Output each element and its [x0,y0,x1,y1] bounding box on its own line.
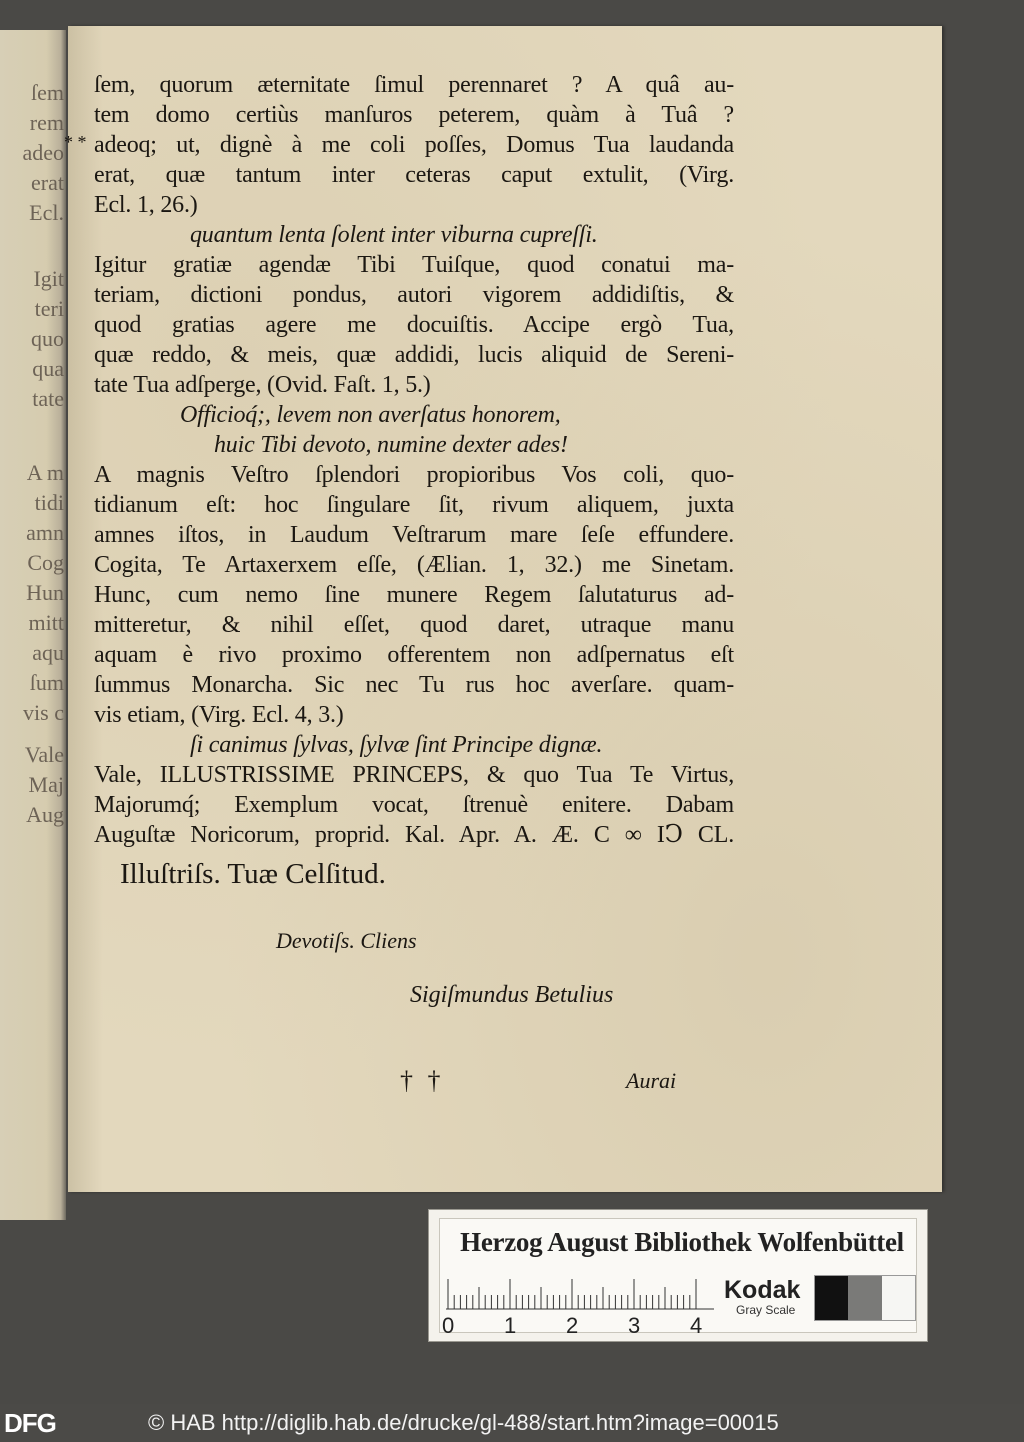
dfg-logo: DFG [4,1408,56,1438]
facing-page-fragment: tate [32,386,64,411]
facing-page-fragment: aqu [32,640,64,665]
gray-scale-patches [814,1275,916,1321]
facing-page-fragment: quo [31,326,64,351]
viewer-footer [0,1404,1024,1442]
gray-patch [882,1276,915,1320]
facing-page-fragment: ſum [29,670,64,695]
facing-page-fragment: qua [32,356,64,381]
text-line: Hunc, cum nemo ſine munere Regem ſalutaturus ad- [94,582,734,608]
ruler-number: 4 [690,1313,703,1338]
text-line: mitteretur, & nihil eſſet, quod daret, utraque manu [94,612,734,638]
facing-page-fragment: Cog [27,550,64,575]
library-target-card [428,1209,928,1342]
target-card-inner [439,1218,917,1338]
verse-quote: ſi canimus ſylvas, ſylvæ ſint Principe dignæ. [190,732,603,758]
left-facing-page-edge [0,30,66,1220]
text-line: erat, quæ tantum inter ceteras caput extulit, (Virg. [94,162,734,188]
verse-quote: huic Tibi devoto, numine dexter ades! [214,432,568,458]
facing-page-fragment: Aug [26,802,64,827]
text-line: Igitur gratiæ agendæ Tibi Tuiſque, quod conatui ma- [94,252,734,278]
signature-mark: † † [400,1066,445,1095]
text-line: ſummus Monarcha. Sic nec Tu rus hoc averſare. quam- [94,672,734,698]
kodak-label [724,1277,800,1317]
facing-page-fragment: vis c [23,700,64,725]
facing-page-fragment: Ecl. [29,200,64,225]
catchword: Aurai [626,1068,677,1093]
facing-page-fragment: Maj [28,772,64,797]
text-line: teriam, dictioni pondus, autori vigorem addidiſtis, & [94,282,734,308]
facing-page-fragment: tidi [34,490,64,515]
kodak-brand: Kodak [724,1276,801,1304]
ruler-number: 3 [628,1313,641,1338]
facing-page-fragment: teri [34,296,64,321]
ruler-number: 2 [566,1313,579,1338]
text-line: ſem, quorum æternitate ſimul perennaret ? A quâ au- [94,72,734,98]
facing-page-fragment: erat [31,170,64,195]
facing-page-fragment: amn [26,520,64,545]
text-line: Majorumq́; Exemplum vocat, ſtrenuè enitere. Dabam [94,792,734,818]
text-line: adeoq; ut, dignè à me coli poſſes, Domus Tua laudanda [94,132,734,158]
facing-page-fragment: rem [29,110,64,135]
ruler-number: 1 [504,1313,517,1338]
facing-page-fragment: Hun [26,580,64,605]
text-line: amnes iſtos, in Laudum Veſtrarum mare ſeſe effundere. [94,522,734,548]
text-line: tate Tua adſperge, (Ovid. Faſt. 1, 5.) [94,372,431,398]
ruler-number: 0 [442,1313,455,1338]
facing-page-fragment: ſem [31,80,64,105]
text-line: tem domo certiùs manſuros peterem, quàm à Tuâ ? [94,102,734,128]
facing-page-fragment: mitt [28,610,64,635]
dedication-text [94,70,734,850]
library-name: Herzog August Bibliothek Wolfenbüttel [460,1227,904,1257]
text-line: Vale, ILLUSTRISSIME PRINCEPS, & quo Tua Te Virtus, [94,762,734,788]
gray-patch [815,1276,848,1320]
text-line: quæ reddo, & meis, quæ addidi, lucis aliquid de Sereni- [94,342,734,368]
copyright-link[interactable]: © HAB http://diglib.hab.de/drucke/gl-488/start.htm?image=00015 [148,1410,779,1435]
ruler-scale [446,1275,714,1311]
client-line: Devotiſs. Cliens [276,928,417,953]
kodak-gray-scale: Gray Scale [736,1303,796,1317]
text-line: A magnis Veſtro ſplendori propioribus Vos coli, quo- [94,462,734,488]
text-line: Auguſtæ Noricorum, proprid. Kal. Apr. A. Æ. C ∞ IↃ CL. [94,822,734,848]
text-line: vis etiam, (Virg. Ecl. 4, 3.) [94,702,344,728]
text-line: Cogita, Te Artaxerxem eſſe, (Ælian. 1, 32.) me Sinetam. [94,552,734,578]
facing-page-fragment: Vale [24,742,64,767]
verse-quote: quantum lenta ſolent inter viburna cupreſſi. [190,222,598,248]
text-line: tidianum eſt: hoc ſingulare ſit, rivum aliquem, juxta [94,492,734,518]
facing-page-fragment: adeo [22,140,64,165]
ruler-numbers [442,1313,722,1339]
text-line: Ecl. 1, 26.) [94,192,198,218]
margin-asterisks: * * [64,132,87,152]
book-page [64,26,942,1192]
facing-page-fragment: Igit [33,266,64,291]
text-line: aquam è rivo proximo offerentem non adſpernatus eſt [94,642,734,668]
salutation: Illuſtriſs. Tuæ Celſitud. [120,858,386,890]
text-line: quod gratias agere me docuiſtis. Accipe ergò Tua, [94,312,734,338]
verse-quote: Officioq́;, levem non averſatus honorem, [180,402,561,428]
author-signature: Sigiſmundus Betulius [410,982,614,1008]
gray-patch [848,1276,881,1320]
facing-page-fragment: A m [26,460,64,485]
